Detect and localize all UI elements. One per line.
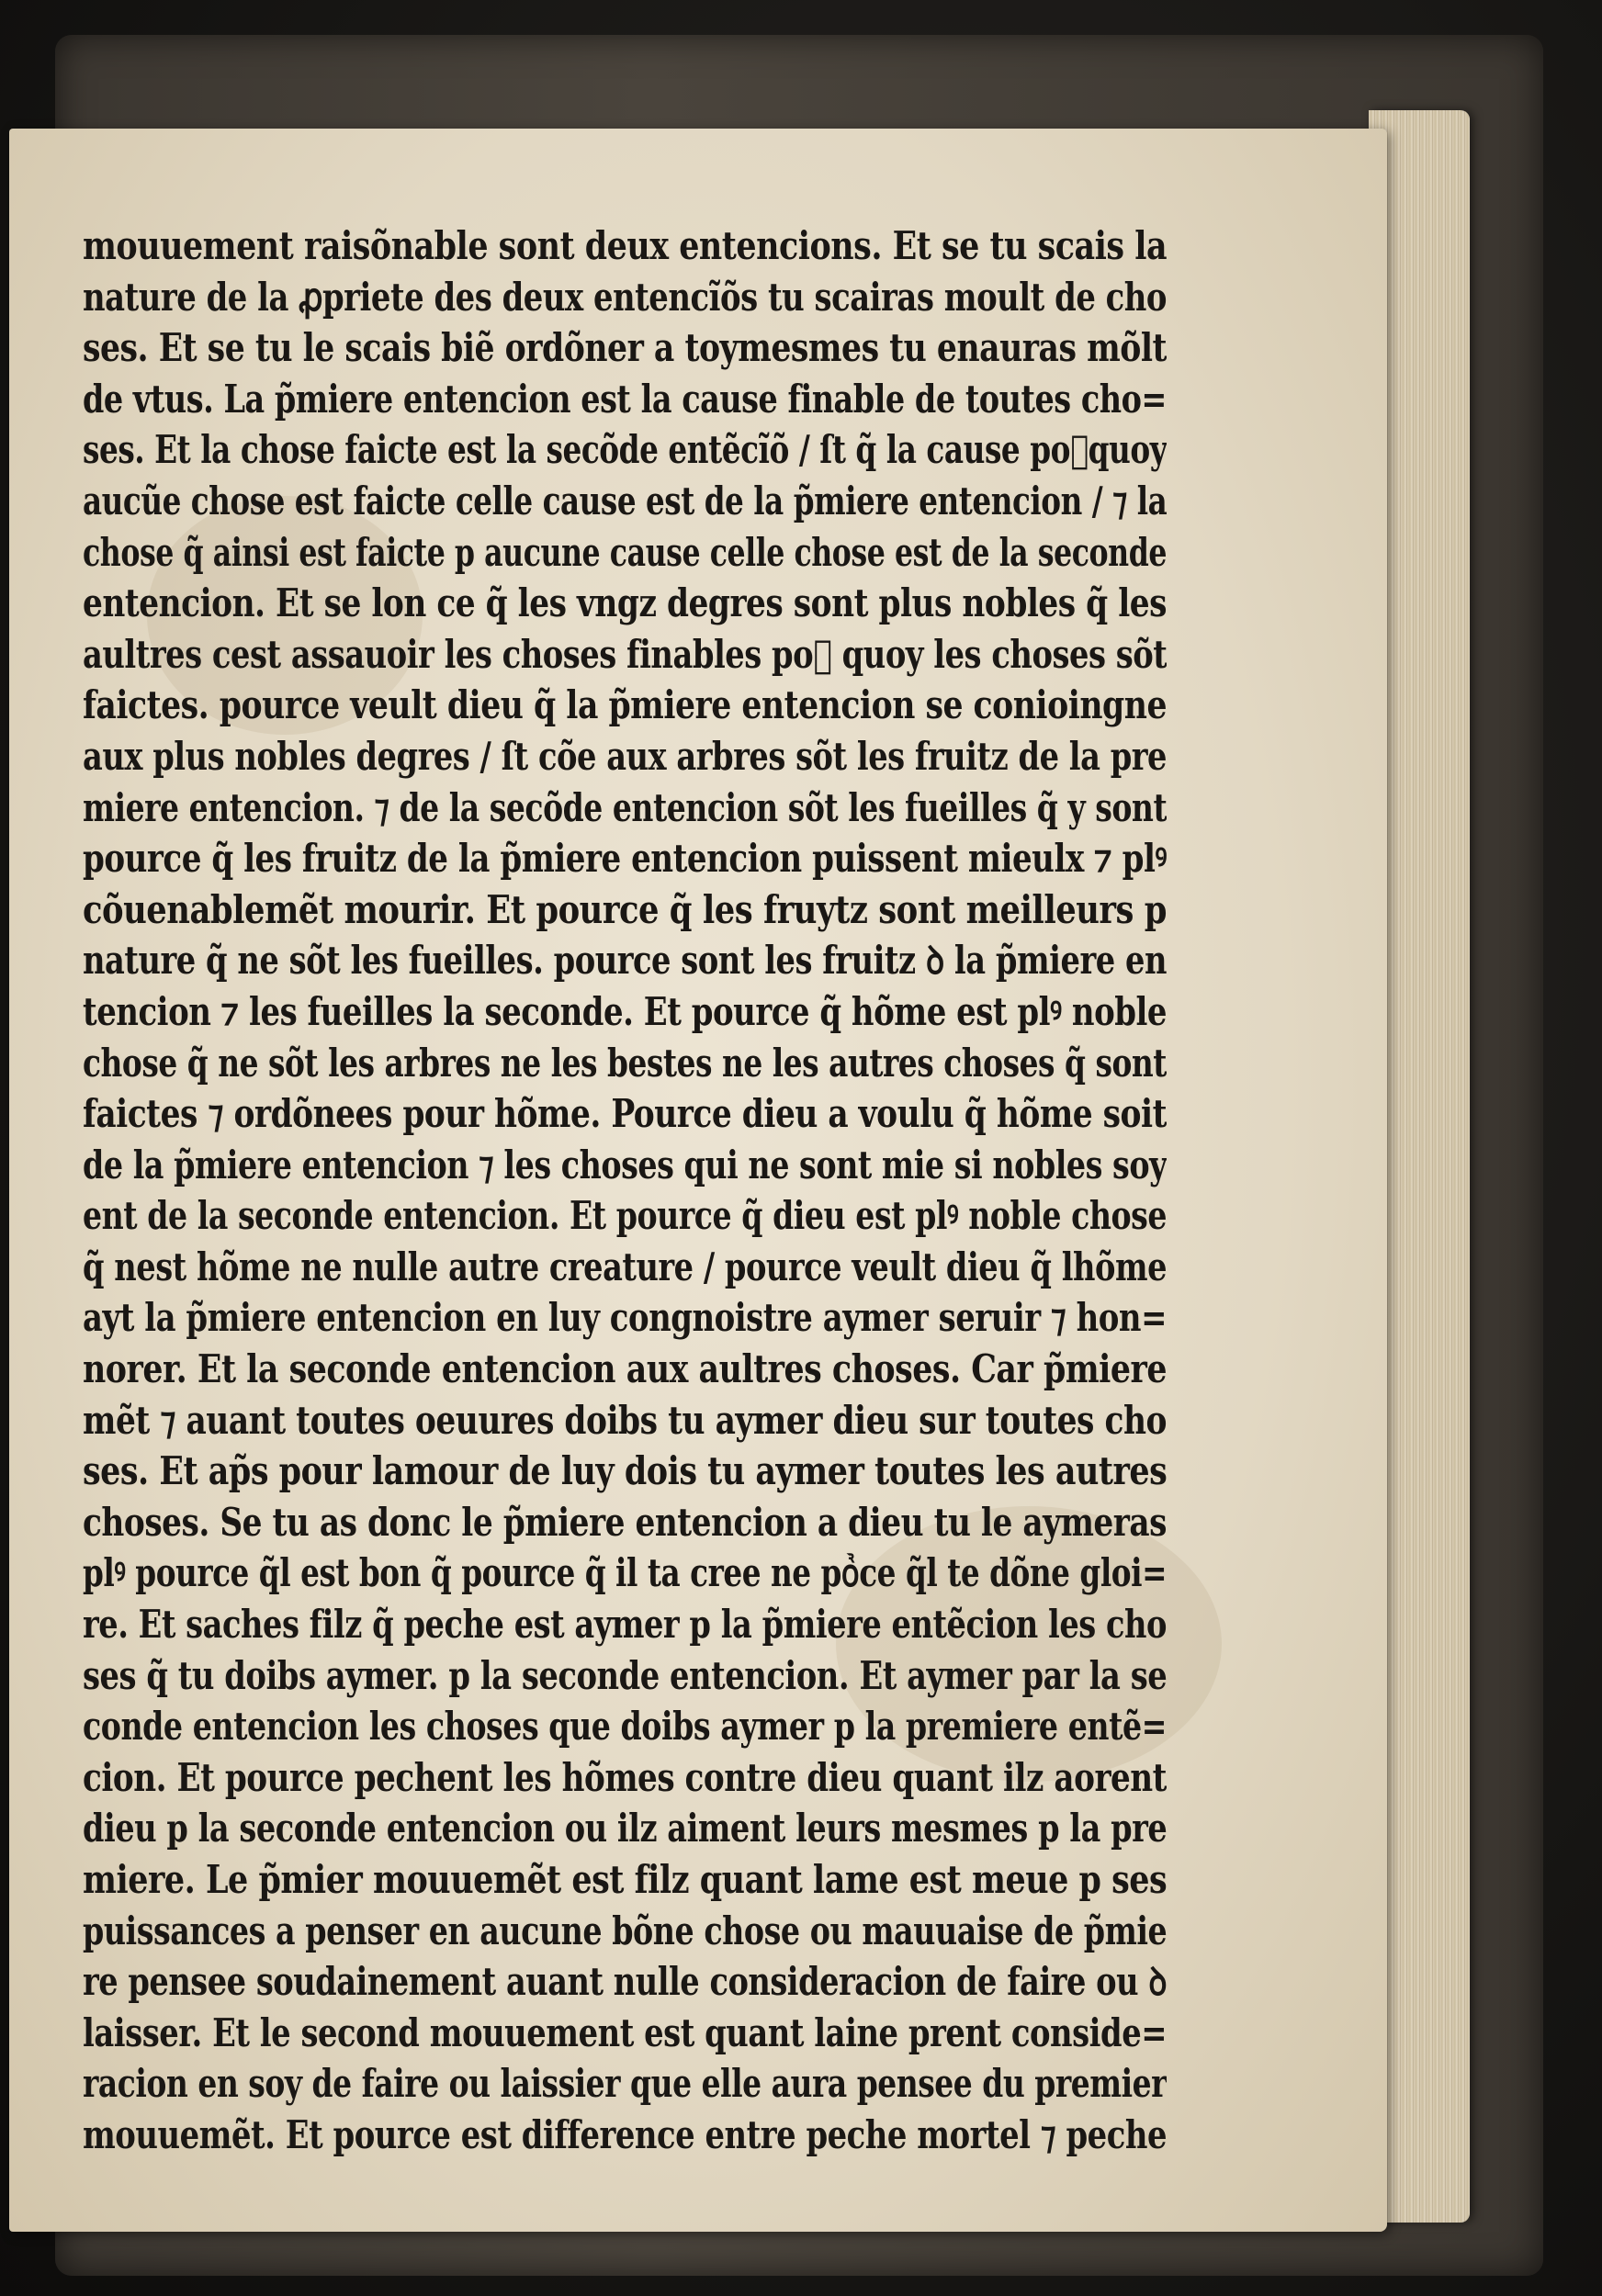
book-page — [9, 129, 1387, 2232]
text-line: racion en soy de faire ou laissier que elle aura pensee du premier — [83, 2061, 1167, 2107]
text-line: re. Et saches filz q̃ peche est aymer p la p̃miere entẽcion les cho — [83, 1602, 1167, 1648]
text-line: aultres cest assauoir les choses finables poᷣ quoy les choses sõt — [83, 631, 1167, 677]
text-line: dieu p la seconde entencion ou ilz aiment leurs mesmes p la pre — [83, 1806, 1167, 1851]
text-line: ses q̃ tu doibs aymer. p la seconde entencion. Et aymer par la se — [83, 1652, 1167, 1698]
text-line: mouuemẽt. Et pource est difference entre peche mortel ⁊ peche — [83, 2111, 1167, 2157]
text-line: cion. Et pource pechent les hõmes contre dieu quant ilz aorent — [83, 1754, 1167, 1800]
text-line: tencion ⁊ les fueilles la seconde. Et pource q̃ hõme est plꝰ noble — [83, 988, 1167, 1034]
text-line: re pensee soudainement auant nulle consideracion de faire ou ꝺ — [83, 1959, 1167, 2005]
text-line: miere. Le p̃mier mouuemẽt est filz quant lame est meue p ses — [83, 1857, 1167, 1902]
text-line: faictes ⁊ ordõnees pour hõme. Pource dieu a voulu q̃ hõme soit — [83, 1091, 1167, 1137]
text-line: ayt la p̃miere entencion en luy congnoistre aymer seruir ⁊ hon= — [83, 1295, 1167, 1341]
text-line: chose q̃ ainsi est faicte p aucune cause celle chose est de la seconde — [83, 529, 1167, 575]
text-line: de la p̃miere entencion ⁊ les choses qui ne sont mie si nobles soy — [83, 1142, 1167, 1187]
text-line: chose q̃ ne sõt les arbres ne les bestes ne les autres choses q̃ sont — [83, 1040, 1167, 1086]
page-text — [83, 220, 1167, 2161]
text-line: conde entencion les choses que doibs aymer p la premiere entẽ= — [83, 1704, 1167, 1750]
text-line: puissances a penser en aucune bõne chose ou mauuaise de p̃mie — [83, 1908, 1167, 1953]
text-line: ses. Et la chose faicte est la secõde entẽcĩõ / ſt q̃ la cause poᷣquoy — [83, 427, 1167, 473]
text-line: aucũe chose est faicte celle cause est de la p̃miere entencion / ⁊ la — [83, 478, 1167, 523]
text-line: plꝰ pource q̃l est bon q̃ pource q̃ il ta cree ne poᷣce q̃l te dõne gloi= — [83, 1550, 1167, 1596]
text-line: mẽt ⁊ auant toutes oeuures doibs tu aymer dieu sur toutes cho — [83, 1397, 1167, 1443]
text-line: ent de la seconde entencion. Et pource q̃ dieu est plꝰ noble chose — [83, 1193, 1167, 1239]
text-line: cõuenablemẽt mourir. Et pource q̃ les fruytz sont meilleurs p — [83, 886, 1167, 932]
text-line: pource q̃ les fruitz de la p̃miere entencion puissent mieulx ⁊ plꝰ — [83, 836, 1167, 882]
text-line: ses. Et ap̃s pour lamour de luy dois tu aymer toutes les autres — [83, 1448, 1167, 1494]
text-line: norer. Et la seconde entencion aux aultres choses. Car p̃miere — [83, 1346, 1167, 1392]
text-line: faictes. pource veult dieu q̃ la p̃miere entencion se conioingne — [83, 682, 1167, 728]
text-line: laisser. Et le second mouuement est quant laine prent conside= — [83, 2009, 1167, 2055]
text-line: aux plus nobles degres / ſt cõe aux arbres sõt les fruitz de la pre — [83, 733, 1167, 779]
text-line: miere entencion. ⁊ de la secõde entencion sõt les fueilles q̃ y sont — [83, 784, 1167, 830]
text-line: de vtus. La p̃miere entencion est la cause finable de toutes cho= — [83, 376, 1167, 422]
text-line: q̃ nest hõme ne nulle autre creature / pource veult dieu q̃ lhõme — [83, 1244, 1167, 1289]
text-line: ses. Et se tu le scais biẽ ordõner a toymesmes tu enauras mõlt — [83, 325, 1167, 371]
text-line: mouuement raisõnable sont deux entencions. Et se tu scais la — [83, 223, 1167, 268]
text-line: choses. Se tu as donc le p̃miere entencion a dieu tu le aymeras — [83, 1499, 1167, 1545]
text-line: nature de la ꝓpriete des deux entencĩõs tu scairas moult de cho — [83, 274, 1167, 320]
text-line: nature q̃ ne sõt les fueilles. pource sont les fruitz ꝺ la p̃miere en — [83, 938, 1167, 984]
text-line: entencion. Et se lon ce q̃ les vngz degres sont plus nobles q̃ les — [83, 580, 1167, 626]
